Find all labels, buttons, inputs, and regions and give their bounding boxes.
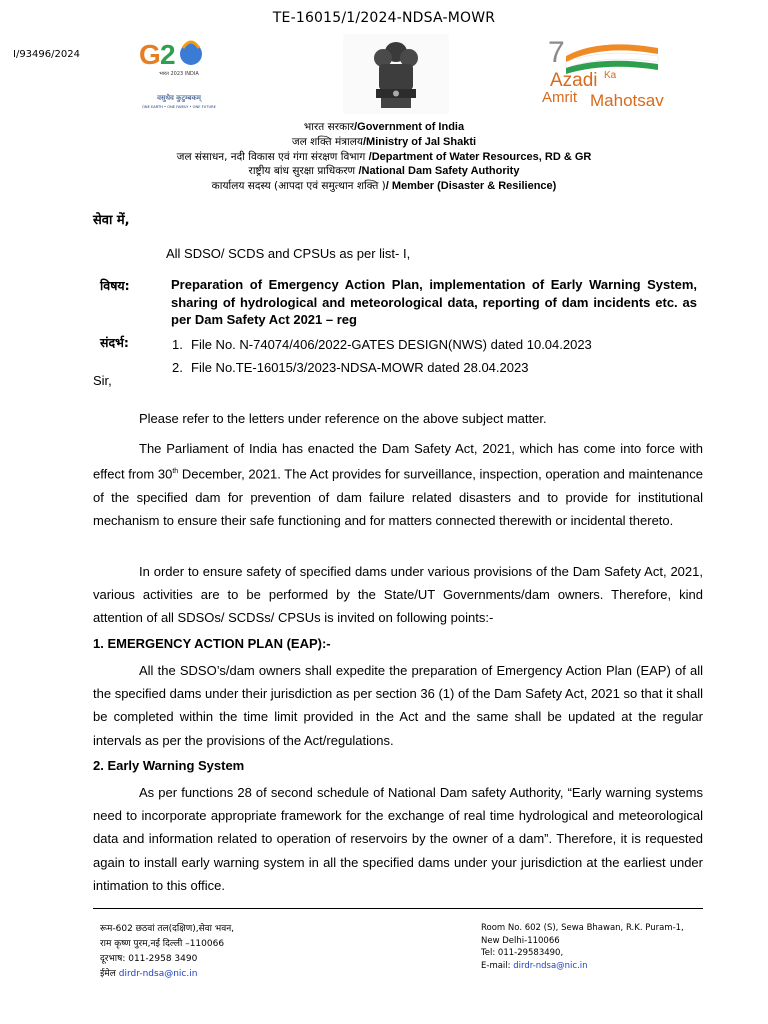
footer-email-link[interactable]: dirdr-ndsa@nic.in (513, 960, 588, 971)
svg-text:7: 7 (548, 36, 565, 69)
salutation: Sir, (93, 373, 112, 388)
header-line-5: कार्यालय सदस्य (आपदा एवं समुत्थान शक्ति )/ Member (Disaster & Resilience) (211, 180, 557, 193)
svg-text:G: G (139, 39, 161, 70)
g20-tagline: वसुधैव कुटुम्बकम् (157, 94, 201, 102)
aka-ka: Ka (604, 70, 617, 81)
g20-logo (125, 34, 233, 112)
g20-subtagline: ONE EARTH • ONE FAMILY • ONE FUTURE (142, 105, 216, 109)
seva-mein: सेवा में, (93, 213, 130, 228)
paragraph-3: In order to ensure safety of specified dams under various provisions of the Dam Safety Act, 2021, various activities are to be performed by the State/UT Governments/dam owners. Therefore, kind attention of all SDSOs/ SCDSs/ CPSUs is invited on following points:- (93, 564, 703, 626)
subject-label: विषय: (100, 278, 130, 293)
paragraph-early-warning: As per functions 28 of second schedule of National Dam safety Authority, “Early warning systems need to incorporate appropriate framework for the exchange of real time hydrological and meteorological data and information related to operation of reservoirs by the owner of a dam”. Therefore, it is requested again to install early warning system in all the specified dams under your jurisdiction at the earliest under intimation to this office. (93, 785, 703, 893)
addressee: All SDSO/ SCDS and CPSUs as per list- I, (166, 246, 411, 261)
aka-amrit: Amrit (542, 89, 577, 106)
g20-year: भारत 2023 INDIA (159, 71, 199, 77)
footer-divider (93, 908, 703, 909)
footer-address-english: Room No. 602 (S), Sewa Bhawan, R.K. Puram-1, New Delhi-110066 Tel: 011-29583490, E-mail: dirdr-ndsa@nic.in (481, 923, 684, 971)
azadi-ka-amrit-mahotsav-logo (540, 34, 688, 112)
reference-item: 2. File No.TE-16015/3/2023-NDSA-MOWR dated 28.04.2023 (172, 359, 529, 375)
header-line-3: जल संसाधन, नदी विकास एवं गंगा संरक्षण विभाग /Department of Water Resources, RD & GR (176, 150, 592, 163)
aka-mahotsav: Mahotsav (590, 91, 664, 110)
paragraph-1: Please refer to the letters under reference on the above subject matter. (139, 411, 547, 426)
header-line-2: जल शक्ति मंत्रालय/Ministry of Jal Shakti (291, 135, 477, 148)
aka-azadi: Azadi (550, 70, 598, 91)
issue-number: I/93496/2024 (13, 49, 80, 60)
subject-text: Preparation of Emergency Action Plan, implementation of Early Warning System, sharing of hydrological and meteorological data, reporting of dam incidents etc. as per Dam Safety Act 2021 – reg (171, 277, 697, 327)
paragraph-eap: All the SDSO’s/dam owners shall expedite the preparation of Emergency Action Plan (EAP) of all the specified dams under their jurisdiction as per section 36 (1) of the Dam Safety Act, 2021 so that it shall be completed within the time limit provided in the Act and the same shall be updated at the regular intervals as per the provisions of the Act/regulations. (93, 663, 703, 748)
footer-address-hindi: रूम-602 छठवां तल(दक्षिण),सेवा भवन, राम कृष्ण पुरम,नई दिल्ली –110066 दूरभाष: 011-2958 3490 ईमेल dirdr-ndsa@nic.in (100, 924, 235, 979)
reference-list (172, 334, 592, 379)
section-heading-eap: 1. EMERGENCY ACTION PLAN (EAP):- (93, 636, 331, 651)
svg-text:2: 2 (160, 39, 176, 70)
office-header (0, 120, 768, 194)
section-heading-early-warning: 2. Early Warning System (93, 758, 245, 773)
file-reference: TE-16015/1/2024-NDSA-MOWR (272, 10, 496, 26)
paragraph-2: The Parliament of India has enacted the Dam Safety Act, 2021, which has come into force with effect from 30th December, 2021. The Act provides for surveillance, inspection, operation and maintenance of the specified dam for prevention of dam failure related disasters and to provide for institutional mechanism to ensure their safe functioning and for matters connected therewith or incidental thereto. (93, 441, 704, 528)
footer-email-link[interactable]: dirdr-ndsa@nic.in (118, 969, 198, 979)
reference-item: 1. File No. N-74074/406/2022-GATES DESIGN(NWS) dated 10.04.2023 (172, 337, 592, 352)
header-line-4: राष्ट्रीय बांध सुरक्षा प्राधिकरण /National Dam Safety Authority (248, 165, 520, 178)
header-line-1: भारत सरकार/Government of India (303, 121, 465, 133)
reference-label: संदर्भ: (100, 335, 129, 350)
state-emblem-icon (343, 34, 449, 114)
